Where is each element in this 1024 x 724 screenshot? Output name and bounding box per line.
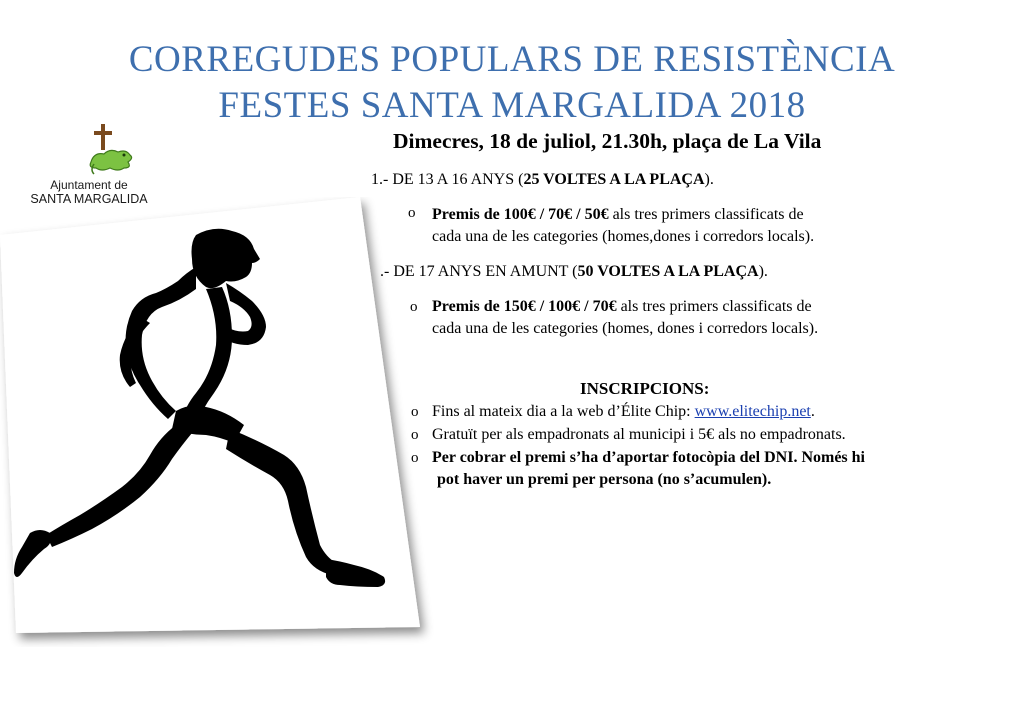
inscripcions-item-dni-line1: Per cobrar el premi s’ha d’aportar fotocòpia del DNI. Només hi (432, 449, 865, 466)
poster-title-line1: CORREGUDES POPULARS DE RESISTÈNCIA (128, 39, 896, 80)
category-2-prize-line1 (432, 298, 812, 316)
event-date-line: Dimecres, 18 de juliol, 21.30h, plaça de La Vila (393, 129, 822, 153)
category-2-heading (380, 263, 768, 281)
category-2-laps: 50 VOLTES A LA PLAÇA (577, 263, 759, 280)
category-1-prefix: 1.- DE 13 A 16 ANYS ( (371, 171, 524, 188)
lizard-cross-emblem-icon (88, 122, 138, 178)
inscripcions-item-web (432, 403, 815, 421)
bullet-marker: o (408, 205, 416, 221)
bullet-marker: o (411, 450, 419, 466)
inscripcions-web-end: . (810, 403, 815, 420)
inscripcions-item-fee: Gratuït per als empadronats al municipi i 5€ als no empadronats. (432, 426, 846, 443)
logo-text-town: SANTA MARGALIDA (30, 192, 148, 206)
bullet-marker: o (411, 404, 419, 420)
inscripcions-item-dni-line2: pot haver un premi per persona (no s’acumulen). (437, 471, 772, 488)
elitechip-link[interactable]: www.elitechip.net (694, 403, 811, 420)
category-1-laps: 25 VOLTES A LA PLAÇA (523, 171, 705, 188)
bullet-marker: o (411, 427, 419, 443)
poster-title-line2: FESTES SANTA MARGALIDA 2018 (218, 85, 806, 126)
logo-text-ajuntament: Ajuntament de (50, 178, 128, 192)
category-1-suffix: ). (704, 171, 714, 188)
runner-silhouette-image (0, 197, 440, 647)
category-2-prize-rest: als tres primers classificats de (616, 298, 812, 315)
inscripcions-web-text: Fins al mateix dia a la web d’Élite Chip: (432, 403, 695, 420)
category-1-prize-line1 (432, 206, 804, 224)
bullet-marker: o (410, 299, 418, 315)
category-1-heading (371, 171, 714, 189)
category-1-prize-line2: cada una de les categories (homes,dones i corredors locals). (432, 228, 815, 245)
inscripcions-heading: INSCRIPCIONS: (580, 379, 710, 398)
category-2-prize-line2: cada una de les categories (homes, dones i corredors locals). (432, 320, 819, 337)
category-2-suffix: ). (758, 263, 768, 280)
category-1-prize-amounts: Premis de 100€ / 70€ / 50€ (432, 206, 609, 223)
category-2-prefix: .- DE 17 ANYS EN AMUNT ( (380, 263, 578, 280)
category-1-prize-rest: als tres primers classificats de (608, 206, 804, 223)
category-2-prize-amounts: Premis de 150€ / 100€ / 70€ (432, 298, 617, 315)
